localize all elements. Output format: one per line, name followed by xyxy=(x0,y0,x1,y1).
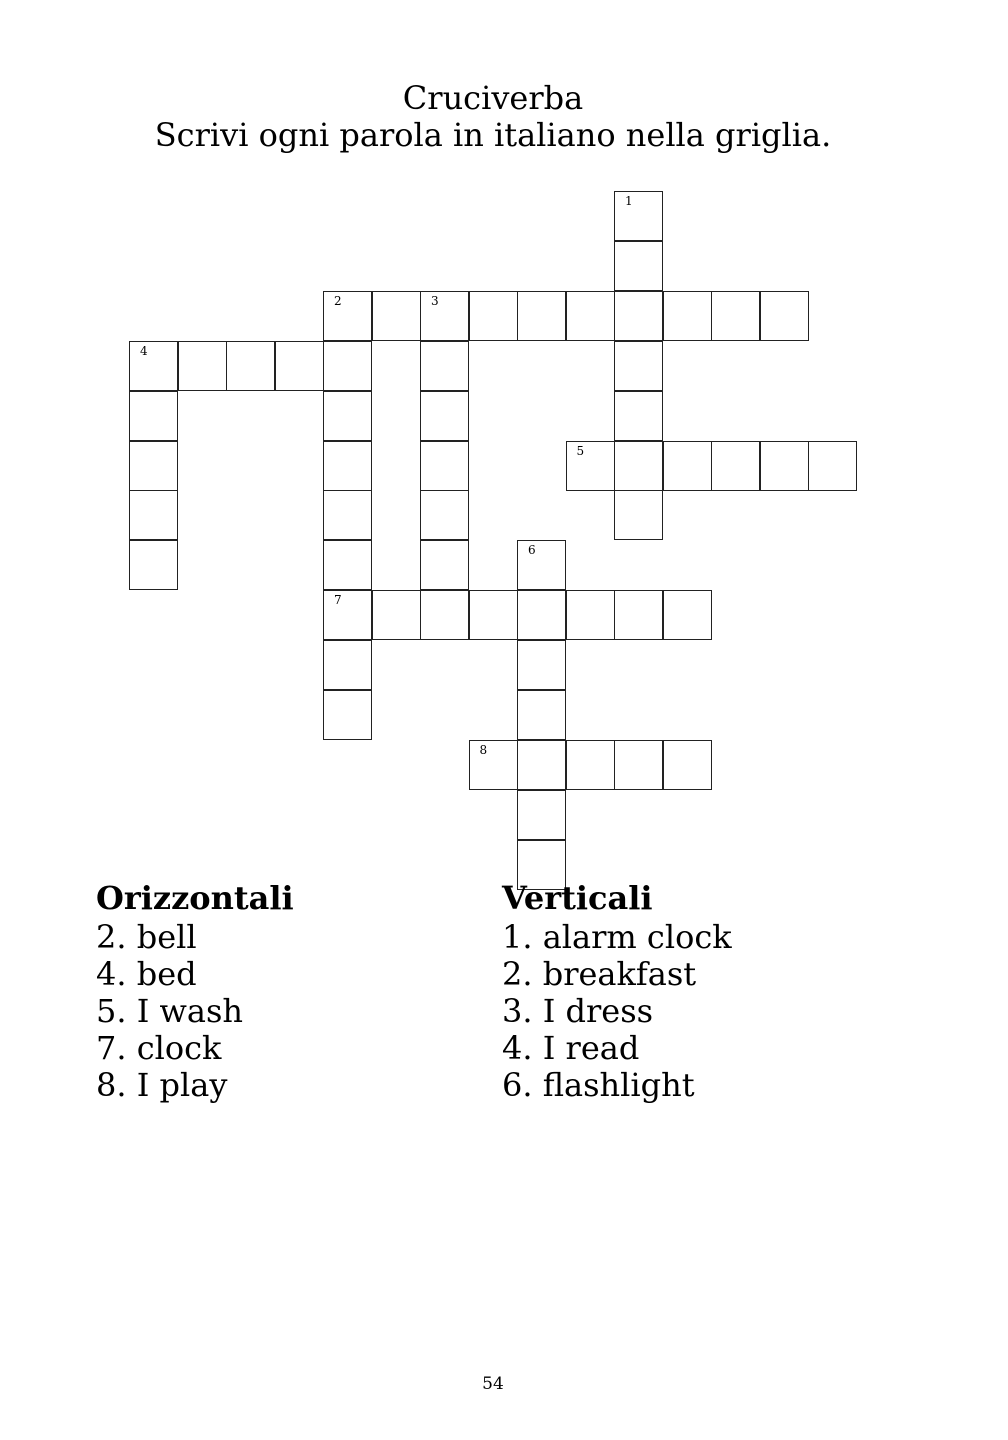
across-heading: Orizzontali xyxy=(96,879,294,917)
clue-number: 8 xyxy=(479,742,488,757)
page-instructions: Scrivi ogni parola in italiano nella griglia. xyxy=(154,116,832,154)
across-clue: 2. bell xyxy=(96,918,197,956)
crossword-cell[interactable] xyxy=(614,291,663,341)
crossword-cell[interactable] xyxy=(760,291,809,341)
crossword-cell[interactable] xyxy=(711,441,760,491)
clue-number: 2 xyxy=(334,293,342,308)
crossword-cell[interactable] xyxy=(129,490,178,540)
crossword-cell[interactable] xyxy=(323,590,372,640)
crossword-cell[interactable] xyxy=(517,790,566,840)
crossword-cell[interactable] xyxy=(469,590,518,640)
crossword-cell[interactable] xyxy=(517,590,566,640)
crossword-cell[interactable] xyxy=(226,341,275,391)
crossword-cell[interactable] xyxy=(178,341,227,391)
crossword-cell[interactable] xyxy=(129,441,178,491)
crossword-cell[interactable] xyxy=(614,441,663,491)
crossword-cell[interactable] xyxy=(614,241,663,291)
clue-number: 1 xyxy=(625,194,633,208)
crossword-grid xyxy=(129,191,859,845)
down-clues xyxy=(502,880,732,1104)
crossword-cell[interactable] xyxy=(469,291,518,341)
crossword-cell[interactable] xyxy=(566,740,615,790)
crossword-cell[interactable] xyxy=(420,540,469,590)
crossword-cell[interactable] xyxy=(614,590,663,640)
crossword-cell[interactable] xyxy=(323,441,372,491)
crossword-cell[interactable] xyxy=(323,690,372,740)
crossword-cell[interactable] xyxy=(566,291,615,341)
crossword-cell[interactable] xyxy=(517,690,566,740)
crossword-cell[interactable] xyxy=(663,291,712,341)
crossword-cell[interactable] xyxy=(760,441,809,491)
down-clue: 4. I read xyxy=(502,1029,640,1067)
crossword-cell[interactable] xyxy=(469,740,518,790)
crossword-cell[interactable] xyxy=(614,191,663,241)
crossword-cell[interactable] xyxy=(614,490,663,540)
crossword-cell[interactable] xyxy=(711,291,760,341)
crossword-cell[interactable] xyxy=(420,341,469,391)
crossword-cell[interactable] xyxy=(420,490,469,540)
down-clue: 6. flashlight xyxy=(502,1066,695,1104)
clue-number: 6 xyxy=(528,543,536,558)
crossword-cell[interactable] xyxy=(323,341,372,391)
crossword-cell[interactable] xyxy=(275,341,324,391)
crossword-cell[interactable] xyxy=(566,590,615,640)
crossword-cell[interactable] xyxy=(323,540,372,590)
crossword-cell[interactable] xyxy=(663,441,712,491)
across-clue: 7. clock xyxy=(96,1029,222,1067)
crossword-cell[interactable] xyxy=(323,640,372,690)
clue-number: 3 xyxy=(431,293,439,308)
crossword-cell[interactable] xyxy=(129,391,178,441)
crossword-cell[interactable] xyxy=(129,341,178,391)
crossword-cell[interactable] xyxy=(420,590,469,640)
clue-number: 5 xyxy=(576,443,585,458)
crossword-cell[interactable] xyxy=(663,740,712,790)
down-clue: 1. alarm clock xyxy=(502,918,732,956)
crossword-cell[interactable] xyxy=(808,441,857,491)
crossword-cell[interactable] xyxy=(129,540,178,590)
crossword-cell[interactable] xyxy=(420,291,469,341)
crossword-cell[interactable] xyxy=(517,740,566,790)
down-clue: 3. I dress xyxy=(502,992,654,1030)
clue-number: 7 xyxy=(334,593,342,608)
crossword-cell[interactable] xyxy=(323,291,372,341)
crossword-cell[interactable] xyxy=(372,291,421,341)
crossword-cell[interactable] xyxy=(517,540,566,590)
crossword-cell[interactable] xyxy=(614,391,663,441)
down-heading: Verticali xyxy=(502,879,653,917)
crossword-cell[interactable] xyxy=(372,590,421,640)
crossword-cell[interactable] xyxy=(663,590,712,640)
crossword-cell[interactable] xyxy=(566,441,615,491)
crossword-cell[interactable] xyxy=(614,341,663,391)
clue-number: 4 xyxy=(140,343,148,358)
page-title: Cruciverba xyxy=(402,79,584,117)
crossword-cell[interactable] xyxy=(323,391,372,441)
across-clue: 4. bed xyxy=(96,955,197,993)
crossword-cell[interactable] xyxy=(323,490,372,540)
crossword-cell[interactable] xyxy=(517,640,566,690)
down-clue: 2. breakfast xyxy=(502,955,697,993)
across-clue: 8. I play xyxy=(96,1066,228,1104)
across-clues xyxy=(96,880,294,1104)
page-number: 54 xyxy=(482,1374,504,1394)
crossword-cell[interactable] xyxy=(614,740,663,790)
crossword-cell[interactable] xyxy=(517,291,566,341)
crossword-cell[interactable] xyxy=(420,441,469,491)
across-clue: 5. I wash xyxy=(96,992,244,1030)
crossword-cell[interactable] xyxy=(420,391,469,441)
